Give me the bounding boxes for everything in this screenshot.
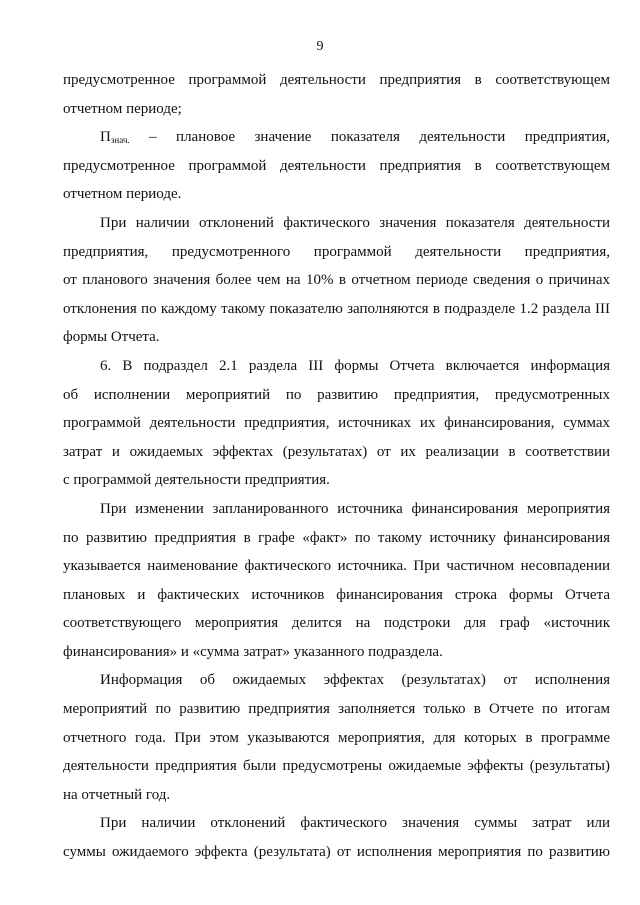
text-line: При наличии отклонений фактического значения суммы затрат или — [100, 815, 610, 832]
text-line: мероприятий по развитию предприятия заполняется только в Отчете по итогам — [63, 701, 610, 718]
text-line: При наличии отклонений фактического значения показателя деятельности — [100, 214, 610, 231]
paragraph — [63, 126, 610, 212]
paragraph — [63, 498, 610, 670]
symbol-subscript: знач. — [110, 135, 130, 146]
paragraph — [63, 669, 610, 812]
text-line: формы Отчета. — [63, 329, 160, 346]
definition-line — [63, 126, 610, 155]
page-number: 9 — [316, 39, 324, 54]
text-line: отчетного года. При этом указываются мероприятия, для которых в программе — [63, 729, 610, 746]
paragraph — [63, 812, 610, 869]
text-line: отчетном периоде; — [63, 100, 182, 117]
text-line: суммы ожидаемого эффекта (результата) от исполнения мероприятия по развитию — [63, 844, 610, 861]
page-body — [63, 69, 610, 870]
paragraph — [63, 69, 610, 126]
text-line: отчетном периоде. — [63, 186, 182, 203]
text-line: Информация об ожидаемых эффектах (результатах) от исполнения — [100, 672, 610, 689]
text-line: с программой деятельности предприятия. — [63, 472, 330, 489]
text-line: При изменении запланированного источника финансирования мероприятия — [100, 500, 610, 517]
text-line: предусмотренное программой деятельности предприятия в соответствующем — [63, 157, 610, 174]
text-fragment: – плановое значение показателя деятельности предприятия, — [129, 129, 610, 146]
text-line: об исполнении мероприятий по развитию предприятия, предусмотренных — [63, 386, 610, 403]
text-line: от планового значения более чем на 10% в отчетном периоде сведения о причинах — [63, 272, 610, 289]
text-line: указывается наименование фактического источника. При частичном несовпадении — [63, 558, 610, 575]
text-line: предусмотренное программой деятельности предприятия в соответствующем — [63, 72, 610, 88]
paragraph — [63, 355, 610, 498]
text-line: плановых и фактических источников финансирования строка формы Отчета — [63, 586, 610, 603]
text-line: на отчетный год. — [63, 786, 171, 803]
text-line: финансирования» и «сумма затрат» указанного подраздела. — [63, 643, 443, 660]
text-line: 6. В подраздел 2.1 раздела III формы Отчета включается информация — [100, 357, 610, 374]
text-line: предприятия, предусмотренного программой деятельности предприятия, — [63, 243, 610, 260]
text-line: отклонения по каждому такому показателю заполняются в подразделе 1.2 раздела III — [63, 300, 610, 317]
text-line: деятельности предприятия были предусмотрены ожидаемые эффекты (результаты) — [63, 758, 610, 775]
text-line: затрат и ожидаемых эффектах (результатах) от их реализации в соответствии — [63, 443, 610, 460]
text-line: соответствующего мероприятия делится на подстроки для граф «источник — [63, 615, 610, 632]
text-line: программой деятельности предприятия, источниках их финансирования, суммах — [63, 415, 610, 432]
paragraph — [63, 212, 610, 355]
text-line: по развитию предприятия в графе «факт» по такому источнику финансирования — [63, 529, 610, 546]
symbol: П — [100, 129, 111, 146]
